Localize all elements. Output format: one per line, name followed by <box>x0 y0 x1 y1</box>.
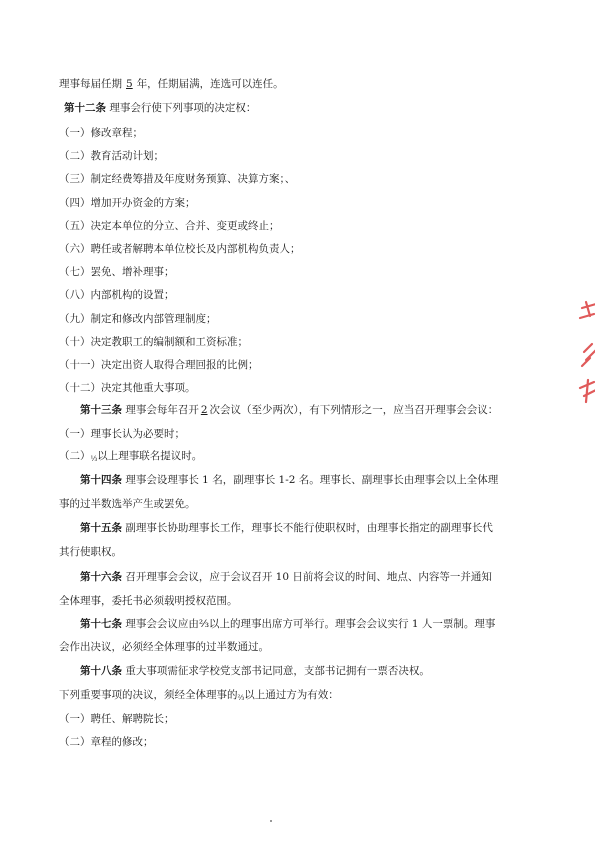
list-item: （九）制定和修改内部管理制度； <box>59 312 217 325</box>
list-item: （一）聘任、解聘院长； <box>59 713 175 725</box>
article-15-heading: 第十五条 <box>80 522 122 534</box>
article-14: 第十四条 理事会设理事长 1 名，副理事长 1-2 名。理事长、副理事长由理事会以上全体理 <box>80 474 499 486</box>
term-years: 5 <box>126 78 133 90</box>
list-item: （五）决定本单位的分立、合并、变更或终止； <box>59 219 280 232</box>
list-item: （六）聘任或者解聘本单位校长及内部机构负责人； <box>59 243 301 255</box>
article-17-heading: 第十七条 <box>80 618 122 630</box>
list-item: （二）教育活动计划； <box>59 150 164 163</box>
article-12-heading: 第十二条 <box>64 102 106 114</box>
term-line: 理事每届任期 5 年，任期届满，连选可以连任。 <box>59 78 284 90</box>
list-item: （八）内部机构的设置； <box>59 289 175 302</box>
list-item: （一）理事长认为必要时； <box>59 428 185 440</box>
list-item: （十二）决定其他重大事项。 <box>59 382 196 395</box>
article-15-cont: 其行使职权。 <box>59 546 122 558</box>
article-15: 第十五条 副理事长协助理事长工作，理事长不能行使职权时，由理事长指定的副理事长代 <box>80 522 493 534</box>
seal-fragment-icon <box>572 300 595 410</box>
article-14-cont: 事的过半数选举产生或罢免。 <box>59 498 196 510</box>
list-item: （七）罢免、增补理事； <box>59 266 175 279</box>
list-item: （二）章程的修改； <box>59 736 154 748</box>
scan-speck <box>270 820 272 822</box>
article-14-heading: 第十四条 <box>80 474 122 486</box>
article-16: 第十六条 召开理事会会议，应于会议召开 10 日前将会议的时间、地点、内容等一并通知 <box>80 571 492 583</box>
article-16-cont: 全体理事，委托书必须载明授权范围。 <box>59 595 238 607</box>
article-13-heading: 第十三条 <box>80 404 122 416</box>
article-12: 第十二条 理事会行使下列事项的决定权： <box>64 102 257 114</box>
article-13: 第十三条 理事会每年召开 2 次会议（至少两次），有下列情形之一，应当召开理事会会议： <box>80 404 499 416</box>
article-17: 第十七条 理事会会议应由⅔以上的理事出席方可举行。理事会会议实行 1 人一票制。理事 <box>80 618 496 630</box>
list-item: （十一）决定出资人取得合理回报的比例； <box>59 359 259 371</box>
article-17-cont: 会作出决议，必须经全体理事的过半数通过。 <box>59 641 269 653</box>
article-18-cont: 下列重要事项的决议，须经全体理事的$_{\frac{2}{3}}$以上通过方为有效： <box>59 689 339 702</box>
list-item: （四）增加开办资金的方案； <box>59 196 196 209</box>
article-16-heading: 第十六条 <box>80 571 122 583</box>
list-item: （一）修改章程； <box>59 127 143 139</box>
list-item: （二）$_{\frac{1}{3}}$以上理事联名提议时。 <box>59 450 203 463</box>
article-18-heading: 第十八条 <box>80 665 122 677</box>
article-18: 第十八条 重大事项需征求学校党支部书记同意，支部书记拥有一票否决权。 <box>80 665 430 677</box>
list-item: （三）制定经费筹措及年度财务预算、决算方案；、 <box>59 173 296 186</box>
list-item: （十）决定教职工的编制额和工资标准； <box>59 335 248 348</box>
